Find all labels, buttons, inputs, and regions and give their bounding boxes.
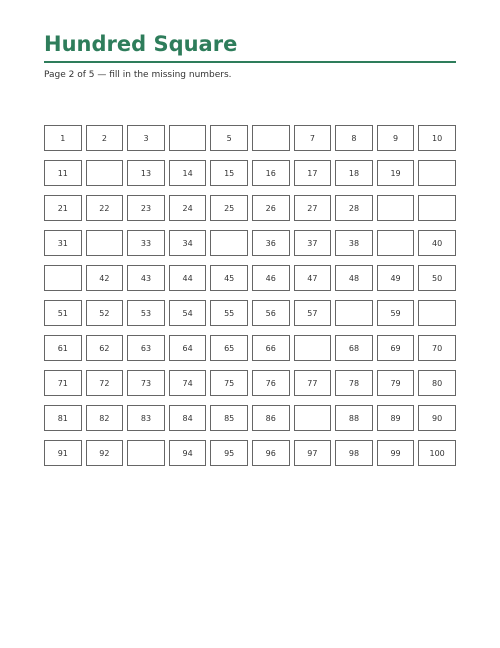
number-cell: 27: [294, 195, 332, 221]
number-cell: 56: [252, 300, 290, 326]
number-cell: 63: [127, 335, 165, 361]
blank-number-cell[interactable]: [335, 300, 373, 326]
number-cell: 25: [210, 195, 248, 221]
number-cell: 68: [335, 335, 373, 361]
number-cell: 96: [252, 440, 290, 466]
number-cell: 62: [86, 335, 124, 361]
number-cell: 15: [210, 160, 248, 186]
number-cell: 61: [44, 335, 82, 361]
number-cell: 24: [169, 195, 207, 221]
grid-row: [44, 300, 456, 326]
number-cell: 33: [127, 230, 165, 256]
number-cell: 98: [335, 440, 373, 466]
number-cell: 49: [377, 265, 415, 291]
number-cell: 86: [252, 405, 290, 431]
number-cell: 7: [294, 125, 332, 151]
number-cell: 34: [169, 230, 207, 256]
number-cell: 92: [86, 440, 124, 466]
number-cell: 11: [44, 160, 82, 186]
grid-row: [44, 335, 456, 361]
hundred-square-grid: [44, 125, 456, 475]
number-cell: 65: [210, 335, 248, 361]
number-cell: 100: [418, 440, 456, 466]
number-cell: 70: [418, 335, 456, 361]
number-cell: 54: [169, 300, 207, 326]
grid-row: [44, 405, 456, 431]
number-cell: 88: [335, 405, 373, 431]
number-cell: 16: [252, 160, 290, 186]
number-cell: 74: [169, 370, 207, 396]
number-cell: 72: [86, 370, 124, 396]
number-cell: 77: [294, 370, 332, 396]
number-cell: 53: [127, 300, 165, 326]
number-cell: 45: [210, 265, 248, 291]
number-cell: 8: [335, 125, 373, 151]
number-cell: 3: [127, 125, 165, 151]
number-cell: 44: [169, 265, 207, 291]
page-instructions: Page 2 of 5 — fill in the missing numbers.: [44, 70, 232, 80]
blank-number-cell[interactable]: [418, 300, 456, 326]
number-cell: 97: [294, 440, 332, 466]
blank-number-cell[interactable]: [44, 265, 82, 291]
number-cell: 90: [418, 405, 456, 431]
blank-number-cell[interactable]: [294, 335, 332, 361]
blank-number-cell[interactable]: [210, 230, 248, 256]
number-cell: 66: [252, 335, 290, 361]
number-cell: 31: [44, 230, 82, 256]
blank-number-cell[interactable]: [418, 160, 456, 186]
number-cell: 21: [44, 195, 82, 221]
title-divider: [44, 61, 456, 63]
number-cell: 40: [418, 230, 456, 256]
blank-number-cell[interactable]: [252, 125, 290, 151]
number-cell: 14: [169, 160, 207, 186]
page-title: Hundred Square: [44, 32, 238, 56]
number-cell: 22: [86, 195, 124, 221]
number-cell: 94: [169, 440, 207, 466]
number-cell: 79: [377, 370, 415, 396]
number-cell: 37: [294, 230, 332, 256]
number-cell: 64: [169, 335, 207, 361]
number-cell: 91: [44, 440, 82, 466]
blank-number-cell[interactable]: [377, 230, 415, 256]
number-cell: 36: [252, 230, 290, 256]
number-cell: 78: [335, 370, 373, 396]
blank-number-cell[interactable]: [86, 160, 124, 186]
number-cell: 42: [86, 265, 124, 291]
blank-number-cell[interactable]: [377, 195, 415, 221]
number-cell: 26: [252, 195, 290, 221]
number-cell: 55: [210, 300, 248, 326]
number-cell: 50: [418, 265, 456, 291]
number-cell: 57: [294, 300, 332, 326]
number-cell: 17: [294, 160, 332, 186]
grid-row: [44, 440, 456, 466]
number-cell: 84: [169, 405, 207, 431]
number-cell: 71: [44, 370, 82, 396]
number-cell: 38: [335, 230, 373, 256]
grid-row: [44, 195, 456, 221]
number-cell: 81: [44, 405, 82, 431]
grid-row: [44, 265, 456, 291]
number-cell: 9: [377, 125, 415, 151]
grid-row: [44, 370, 456, 396]
grid-row: [44, 230, 456, 256]
grid-row: [44, 125, 456, 151]
number-cell: 19: [377, 160, 415, 186]
number-cell: 99: [377, 440, 415, 466]
blank-number-cell[interactable]: [418, 195, 456, 221]
number-cell: 5: [210, 125, 248, 151]
number-cell: 51: [44, 300, 82, 326]
number-cell: 69: [377, 335, 415, 361]
number-cell: 85: [210, 405, 248, 431]
number-cell: 82: [86, 405, 124, 431]
number-cell: 52: [86, 300, 124, 326]
number-cell: 1: [44, 125, 82, 151]
number-cell: 18: [335, 160, 373, 186]
number-cell: 47: [294, 265, 332, 291]
number-cell: 46: [252, 265, 290, 291]
number-cell: 80: [418, 370, 456, 396]
number-cell: 83: [127, 405, 165, 431]
number-cell: 2: [86, 125, 124, 151]
number-cell: 76: [252, 370, 290, 396]
number-cell: 73: [127, 370, 165, 396]
number-cell: 48: [335, 265, 373, 291]
number-cell: 43: [127, 265, 165, 291]
blank-number-cell[interactable]: [86, 230, 124, 256]
number-cell: 23: [127, 195, 165, 221]
blank-number-cell[interactable]: [127, 440, 165, 466]
grid-row: [44, 160, 456, 186]
number-cell: 59: [377, 300, 415, 326]
blank-number-cell[interactable]: [169, 125, 207, 151]
number-cell: 13: [127, 160, 165, 186]
number-cell: 75: [210, 370, 248, 396]
number-cell: 10: [418, 125, 456, 151]
number-cell: 28: [335, 195, 373, 221]
blank-number-cell[interactable]: [294, 405, 332, 431]
number-cell: 95: [210, 440, 248, 466]
number-cell: 89: [377, 405, 415, 431]
